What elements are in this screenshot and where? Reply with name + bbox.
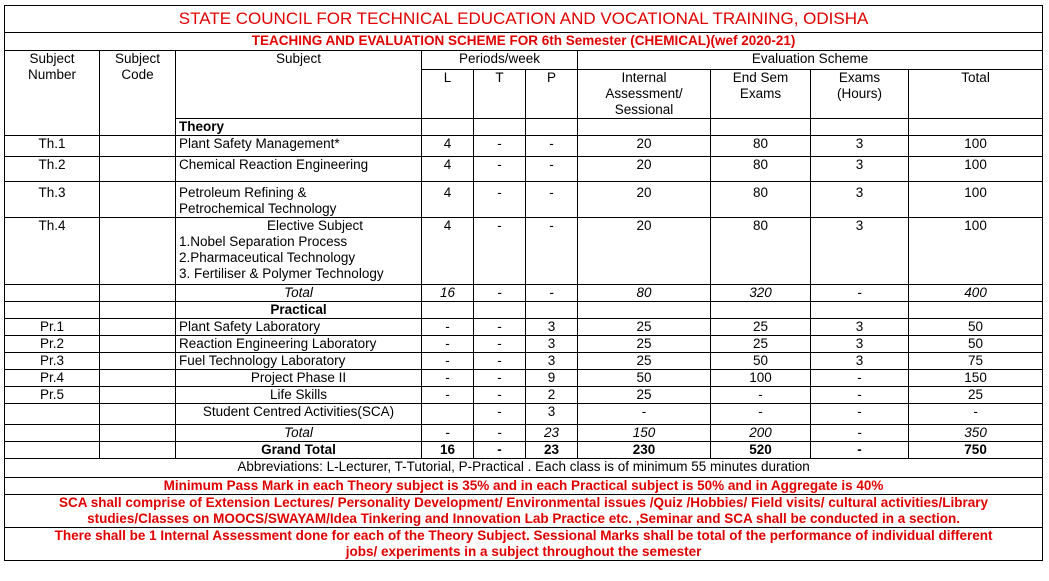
table-row [5,336,1043,353]
end-sem-exams: 80 [711,218,811,285]
grand-total-empty-num [5,442,100,459]
subject-name [176,182,422,218]
total: 100 [909,182,1043,218]
subject-name [176,218,422,285]
end-sem-exams: 25 [711,319,811,336]
periods-p: 9 [526,370,578,387]
theory-total-total: 400 [909,285,1043,302]
header-subject-number-line1: Subject [29,51,75,66]
periods-t: - [474,182,526,218]
sca-note-line2: studies/Classes on MOOCS/SWAYAM/Idea Tinkering and Innovation Lab Practice etc. ,Seminar and SCA shall be conducted in a section. [87,511,961,526]
document-title: STATE COUNCIL FOR TECHNICAL EDUCATION AND VOCATIONAL TRAINING, ODISHA [5,6,1043,33]
practical-label-empty-ia [578,302,711,319]
periods-t: - [474,157,526,182]
grand-total-total: 750 [909,442,1043,459]
subject-code [100,136,176,157]
document-subtitle: TEACHING AND EVALUATION SCHEME FOR 6th Semester (CHEMICAL)(wef 2020-21) [5,33,1043,51]
periods-p: - [526,136,578,157]
theory-label-empty-eh [811,119,909,136]
table-row [5,387,1043,404]
practical-section-label: Practical [176,302,422,319]
table-row [5,218,1043,285]
subject-number: Pr.1 [5,319,100,336]
periods-t: - [474,387,526,404]
theory-total-row [5,285,1043,302]
elective-option-3: 3. Fertiliser & Polymer Technology [179,266,384,281]
practical-label-empty-l [422,302,474,319]
periods-p: - [526,157,578,182]
subject-name: Reaction Engineering Laboratory [176,336,422,353]
periods-t: - [474,218,526,285]
total: 100 [909,157,1043,182]
header-subject-number-line2: Number [27,67,76,82]
practical-label-empty-total [909,302,1043,319]
grand-total-label: Grand Total [176,442,422,459]
internal-assessment-note-line2: jobs/ experiments in a subject throughout the semester [345,544,702,559]
pass-mark-note: Minimum Pass Mark in each Theory subject is 35% and in each Practical subject is 50% and in Aggregate is 40% [5,478,1043,495]
internal-assessment: 20 [578,182,711,218]
subject-code [100,182,176,218]
theory-total-empty-code [100,285,176,302]
subject-name-line1: Petroleum Refining & [179,185,307,200]
internal-assessment: 25 [578,387,711,404]
header-end-sem-line1: End Sem [732,70,789,85]
theory-total-eh: - [811,285,909,302]
subject-number: Pr.5 [5,387,100,404]
internal-assessment: 25 [578,319,711,336]
periods-t: - [474,336,526,353]
elective-option-2: 2.Pharmaceutical Technology [179,250,356,265]
internal-assessment: 25 [578,353,711,370]
total: 50 [909,319,1043,336]
header-subject-code [100,51,176,119]
practical-label-empty-eh [811,302,909,319]
practical-total-es: 200 [711,425,811,442]
grand-total-l: 16 [422,442,474,459]
exams-hours: 3 [811,353,909,370]
sca-note-line1: SCA shall comprise of Extension Lectures/ Personality Development/ Environmental issues /Quiz /Hobbies/ Field visits/ cultural activities/Library [59,495,989,510]
sca-note [5,495,1043,528]
theory-total-es: 320 [711,285,811,302]
theory-label-empty-l [422,119,474,136]
header-internal-line1: Internal [621,70,667,85]
periods-p: 3 [526,353,578,370]
exams-hours: 3 [811,336,909,353]
practical-label-empty-t [474,302,526,319]
periods-l: 4 [422,218,474,285]
total: 25 [909,387,1043,404]
exams-hours: 3 [811,157,909,182]
table-row [5,182,1043,218]
internal-assessment: 20 [578,157,711,182]
end-sem-exams: 25 [711,336,811,353]
practical-total-empty-num [5,425,100,442]
practical-label-code-cell [100,302,176,319]
periods-l: - [422,370,474,387]
practical-label-num-cell [5,302,100,319]
practical-total-row [5,425,1043,442]
periods-t: - [474,404,526,425]
total: 100 [909,136,1043,157]
table-row [5,353,1043,370]
internal-assessment: 20 [578,218,711,285]
internal-assessment-note-line1: There shall be 1 Internal Assessment done for each of the Theory Subject. Sessional Marks shall be total of the performance of individual different [54,528,993,543]
periods-l: 4 [422,182,474,218]
periods-p: 3 [526,404,578,425]
end-sem-exams: 80 [711,157,811,182]
header-total: Total [909,70,1043,119]
theory-total-l: 16 [422,285,474,302]
subject-name: Project Phase II [176,370,422,387]
subject-number [5,404,100,425]
header-periods-week: Periods/week [422,51,578,70]
total: 150 [909,370,1043,387]
theory-label-code-cell [100,119,176,136]
grand-total-eh: - [811,442,909,459]
end-sem-exams: 80 [711,136,811,157]
header-internal-assessment [578,70,711,119]
table-row [5,370,1043,387]
theory-total-empty-num [5,285,100,302]
end-sem-exams: - [711,387,811,404]
subject-number: Th.2 [5,157,100,182]
table-row [5,404,1043,425]
table-row [5,136,1043,157]
grand-total-empty-code [100,442,176,459]
total: 75 [909,353,1043,370]
table-row [5,157,1043,182]
periods-l: - [422,319,474,336]
header-subject: Subject [176,51,422,119]
practical-total-ia: 150 [578,425,711,442]
subject-name: Plant Safety Laboratory [176,319,422,336]
header-internal-line3: Sessional [614,102,674,117]
subject-number: Pr.4 [5,370,100,387]
theory-total-ia: 80 [578,285,711,302]
theory-label-empty-es [711,119,811,136]
periods-t: - [474,136,526,157]
end-sem-exams: 100 [711,370,811,387]
theory-label-empty-p [526,119,578,136]
elective-option-1: 1.Nobel Separation Process [179,234,348,249]
subject-code [100,218,176,285]
header-end-sem-exams [711,70,811,119]
grand-total-es: 520 [711,442,811,459]
practical-total-empty-code [100,425,176,442]
periods-p: 3 [526,319,578,336]
grand-total-ia: 230 [578,442,711,459]
practical-total-eh: - [811,425,909,442]
subject-name: Student Centred Activities(SCA) [176,404,422,425]
header-internal-line2: Assessment/ [605,86,683,101]
periods-l: - [422,387,474,404]
subject-name: Plant Safety Management* [176,136,422,157]
subject-name: Fuel Technology Laboratory [176,353,422,370]
periods-p: - [526,218,578,285]
subject-number: Th.3 [5,182,100,218]
end-sem-exams: 80 [711,182,811,218]
theory-label-num-cell [5,119,100,136]
internal-assessment: - [578,404,711,425]
internal-assessment-note [5,528,1043,561]
header-exams-hours [811,70,909,119]
grand-total-t: - [474,442,526,459]
theory-total-label: Total [176,285,422,302]
grand-total-row [5,442,1043,459]
end-sem-exams: - [711,404,811,425]
subject-name: Chemical Reaction Engineering [176,157,422,182]
periods-p: - [526,182,578,218]
subject-code [100,336,176,353]
periods-p: 2 [526,387,578,404]
header-evaluation-scheme: Evaluation Scheme [578,51,1043,70]
periods-l: - [422,353,474,370]
subject-number: Th.1 [5,136,100,157]
practical-total-label: Total [176,425,422,442]
practical-label-empty-es [711,302,811,319]
total: - [909,404,1043,425]
table-row [5,319,1043,336]
periods-l: 4 [422,136,474,157]
practical-total-total: 350 [909,425,1043,442]
theory-section-label: Theory [176,119,422,136]
subject-name-line2: Petrochemical Technology [179,201,337,216]
header-subject-code-line2: Code [121,67,154,82]
subject-number: Th.4 [5,218,100,285]
header-exams-hours-line1: Exams [838,70,881,85]
exams-hours: 3 [811,319,909,336]
theory-total-t: - [474,285,526,302]
subject-number: Pr.2 [5,336,100,353]
practical-total-p: 23 [526,425,578,442]
practical-label-empty-p [526,302,578,319]
theory-label-empty-t [474,119,526,136]
internal-assessment: 25 [578,336,711,353]
subject-code [100,387,176,404]
header-subject-code-line1: Subject [114,51,161,66]
total: 50 [909,336,1043,353]
theory-label-empty-ia [578,119,711,136]
periods-t: - [474,353,526,370]
practical-total-l: - [422,425,474,442]
subject-code [100,353,176,370]
total: 100 [909,218,1043,285]
header-p: P [526,70,578,119]
internal-assessment: 20 [578,136,711,157]
abbreviations-note: Abbreviations: L-Lecturer, T-Tutorial, P-Practical . Each class is of minimum 55 minutes duration [5,459,1043,478]
exams-hours: - [811,387,909,404]
periods-l: 4 [422,157,474,182]
periods-t: - [474,370,526,387]
exams-hours: 3 [811,182,909,218]
grand-total-p: 23 [526,442,578,459]
practical-total-t: - [474,425,526,442]
internal-assessment: 50 [578,370,711,387]
header-t: T [474,70,526,119]
subject-code [100,404,176,425]
theory-total-p: - [526,285,578,302]
exams-hours: 3 [811,218,909,285]
header-subject-number [5,51,100,119]
header-l: L [422,70,474,119]
exams-hours: - [811,370,909,387]
teaching-evaluation-scheme-table [4,5,1043,561]
exams-hours: - [811,404,909,425]
exams-hours: 3 [811,136,909,157]
subject-code [100,370,176,387]
end-sem-exams: 50 [711,353,811,370]
subject-code [100,319,176,336]
subject-code [100,157,176,182]
periods-l: - [422,336,474,353]
periods-l [422,404,474,425]
periods-p: 3 [526,336,578,353]
header-exams-hours-line2: (Hours) [836,86,882,101]
elective-subject-heading: Elective Subject [267,218,364,233]
subject-name: Life Skills [176,387,422,404]
subject-number: Pr.3 [5,353,100,370]
header-end-sem-line2: Exams [739,86,782,101]
periods-t: - [474,319,526,336]
theory-label-empty-total [909,119,1043,136]
